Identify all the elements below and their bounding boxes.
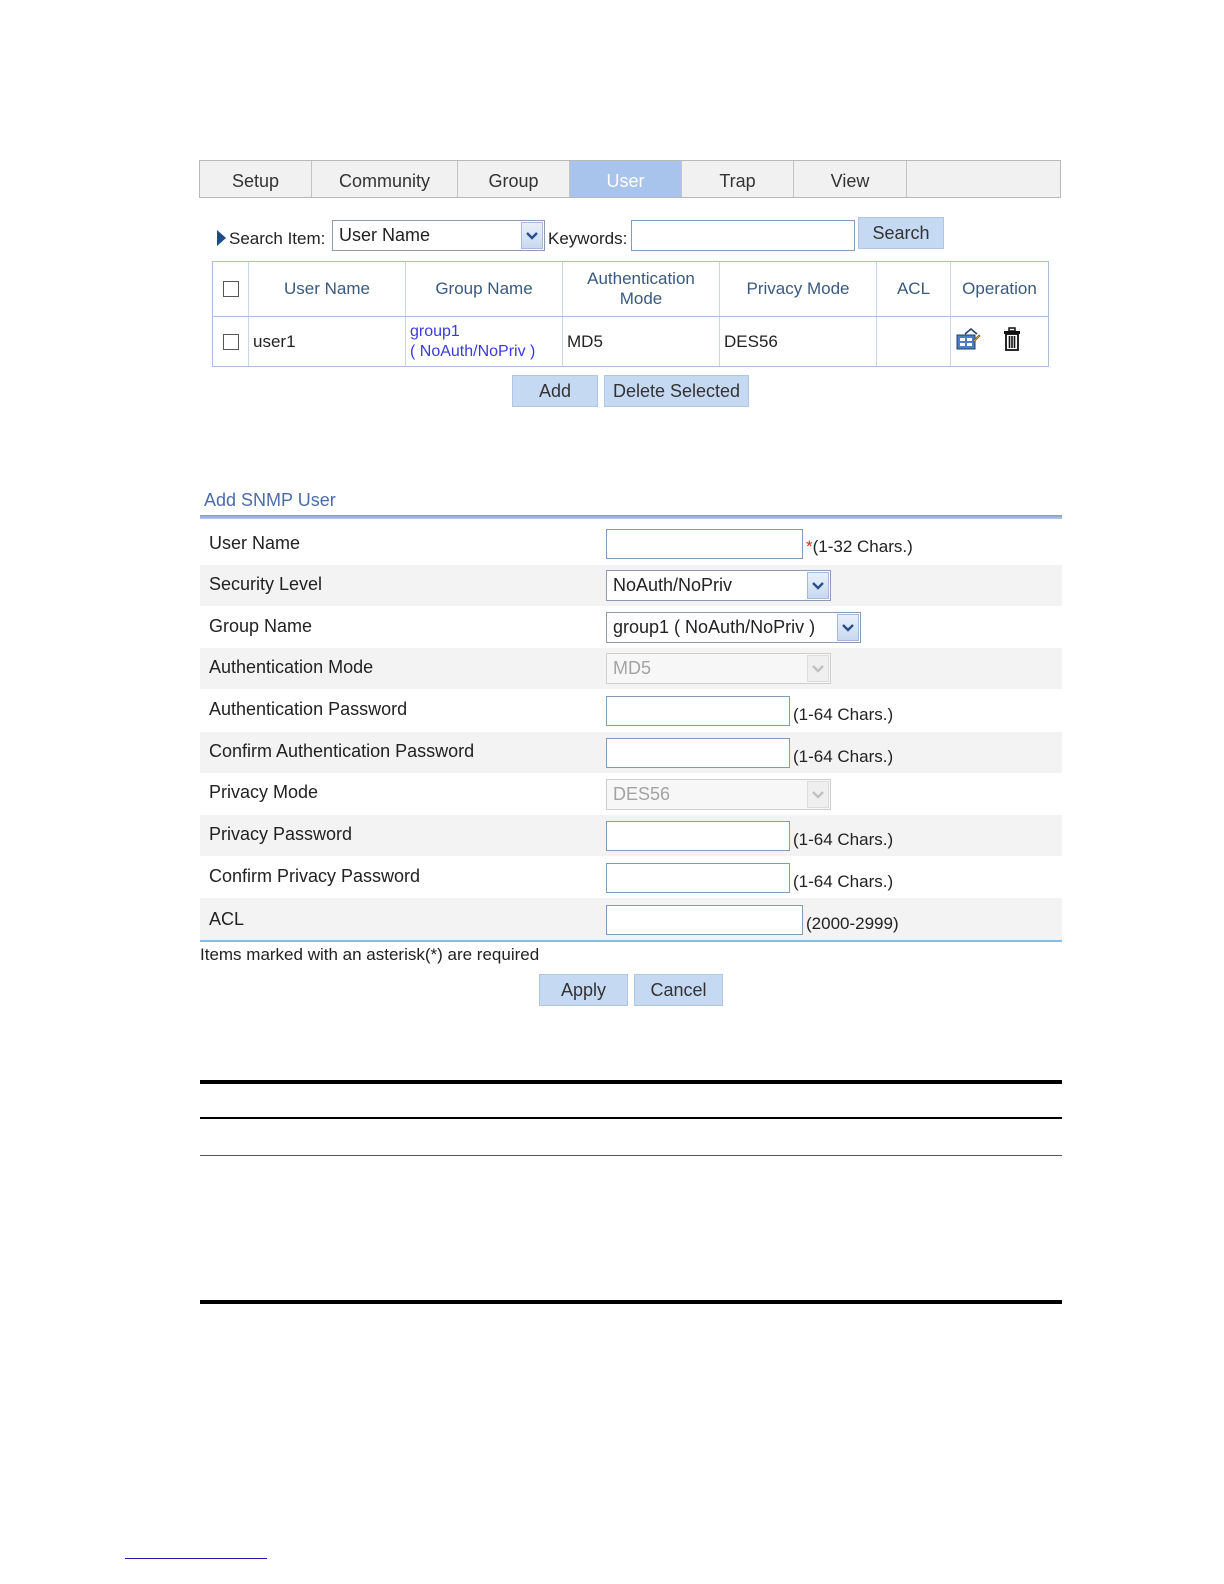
search-item-label: Search Item: [229, 229, 326, 248]
tab-community[interactable]: Community [312, 161, 458, 197]
chevron-down-icon [807, 655, 829, 682]
group-name-select[interactable] [606, 612, 861, 643]
chevron-down-icon[interactable] [837, 614, 859, 641]
form-row-auth-mode [200, 648, 1062, 689]
cell-group-name [406, 317, 563, 366]
form-row-group-name [200, 607, 1062, 648]
form-row-user-name [200, 524, 1062, 565]
group-name-label: Group Name [209, 616, 313, 636]
search-button[interactable]: Search [858, 217, 944, 249]
security-level-value: NoAuth/NoPriv [613, 575, 733, 595]
confirm-privacy-password-hint: (1-64 Chars.) [793, 872, 894, 891]
auth-mode-label: Authentication Mode [209, 657, 374, 677]
chevron-down-icon [807, 781, 829, 808]
form-row-acl [200, 898, 1062, 940]
form-row-auth-password [200, 690, 1062, 731]
form-bottom-divider [200, 940, 1062, 942]
table-row [213, 317, 1048, 366]
form-row-privacy-mode [200, 773, 1062, 814]
auth-mode-select [606, 653, 831, 684]
form-title: Add SNMP User [204, 490, 336, 510]
cell-user-name: user1 [249, 317, 406, 366]
chevron-down-icon[interactable] [807, 572, 829, 599]
auth-password-hint: (1-64 Chars.) [793, 705, 894, 724]
search-item-select[interactable] [332, 220, 545, 251]
tab-setup[interactable]: Setup [200, 161, 312, 197]
header-acl[interactable]: ACL [877, 262, 951, 316]
acl-label: ACL [209, 909, 245, 929]
tab-trap[interactable]: Trap [682, 161, 794, 197]
auth-password-label: Authentication Password [209, 699, 408, 719]
tab-view[interactable]: View [794, 161, 907, 197]
delete-trash-icon[interactable] [1003, 327, 1021, 356]
auth-password-input[interactable] [606, 696, 790, 726]
confirm-privacy-password-label: Confirm Privacy Password [209, 866, 421, 886]
required-asterisk: * [806, 537, 813, 556]
apply-button[interactable]: Apply [539, 974, 628, 1006]
form-row-confirm-privacy-password [200, 857, 1062, 898]
security-level-select[interactable] [606, 570, 831, 601]
privacy-password-hint: (1-64 Chars.) [793, 830, 894, 849]
header-privacy-mode[interactable]: Privacy Mode [720, 262, 877, 316]
header-auth-mode-line1: Authentication [587, 269, 695, 288]
search-item-value: User Name [339, 225, 431, 245]
search-row [215, 216, 955, 252]
confirm-privacy-password-input[interactable] [606, 863, 790, 893]
doc-table-header-rule [200, 1117, 1062, 1119]
cancel-button[interactable]: Cancel [634, 974, 723, 1006]
user-name-input[interactable] [606, 529, 803, 559]
user-name-hint-text: (1-32 Chars.) [812, 537, 913, 556]
form-row-confirm-auth-password [200, 732, 1062, 773]
user-table [212, 261, 1049, 367]
add-button[interactable]: Add [512, 375, 598, 407]
user-name-hint [806, 537, 913, 557]
tab-bar [199, 160, 1061, 198]
user-name-label: User Name [209, 533, 301, 553]
cell-operation [951, 317, 1048, 366]
header-auth-mode[interactable] [563, 262, 720, 316]
form-row-security-level [200, 565, 1062, 606]
header-user-name[interactable]: User Name [249, 262, 406, 316]
keywords-input[interactable] [631, 220, 855, 251]
group-name-link[interactable]: group1 [410, 322, 460, 340]
form-row-privacy-password [200, 815, 1062, 856]
header-group-name[interactable]: Group Name [406, 262, 563, 316]
table-header-row [213, 262, 1048, 317]
confirm-auth-password-hint: (1-64 Chars.) [793, 747, 894, 766]
form-title-divider [200, 515, 1062, 519]
tab-bar-filler [907, 161, 1060, 197]
privacy-mode-label: Privacy Mode [209, 782, 319, 802]
privacy-mode-value: DES56 [613, 784, 671, 804]
security-level-label: Security Level [209, 574, 323, 594]
header-auth-mode-line2: Mode [619, 289, 663, 308]
doc-table-top-rule [200, 1080, 1062, 1084]
header-checkbox-cell [213, 262, 249, 316]
row-checkbox-cell [213, 317, 249, 366]
header-operation: Operation [962, 279, 1037, 298]
edit-icon[interactable] [955, 327, 981, 356]
group-name-value: group1 ( NoAuth/NoPriv ) [613, 617, 816, 637]
doc-table-bottom-rule [200, 1300, 1062, 1304]
acl-hint: (2000-2999) [806, 914, 899, 933]
chevron-down-icon[interactable] [521, 222, 543, 249]
privacy-password-input[interactable] [606, 821, 790, 851]
tab-user[interactable]: User [570, 161, 682, 197]
cell-privacy-mode: DES56 [720, 317, 877, 366]
cell-acl [877, 317, 951, 366]
privacy-mode-select [606, 779, 831, 810]
expand-arrow-icon [217, 230, 226, 246]
auth-mode-value: MD5 [613, 658, 652, 678]
acl-input[interactable] [606, 905, 803, 935]
keywords-label: Keywords: [548, 229, 628, 248]
footer-link-underline [125, 1558, 267, 1559]
delete-selected-button[interactable]: Delete Selected [604, 375, 749, 407]
confirm-auth-password-input[interactable] [606, 738, 790, 768]
row-checkbox[interactable] [223, 334, 239, 350]
confirm-auth-password-label: Confirm Authentication Password [209, 741, 475, 761]
group-name-security-link[interactable]: ( NoAuth/NoPriv ) [410, 342, 536, 360]
tab-group[interactable]: Group [458, 161, 570, 197]
cell-auth-mode: MD5 [563, 317, 720, 366]
doc-table-row-rule [200, 1155, 1062, 1156]
select-all-checkbox[interactable] [223, 281, 239, 297]
required-note: Items marked with an asterisk(*) are required [200, 945, 540, 964]
privacy-password-label: Privacy Password [209, 824, 353, 844]
